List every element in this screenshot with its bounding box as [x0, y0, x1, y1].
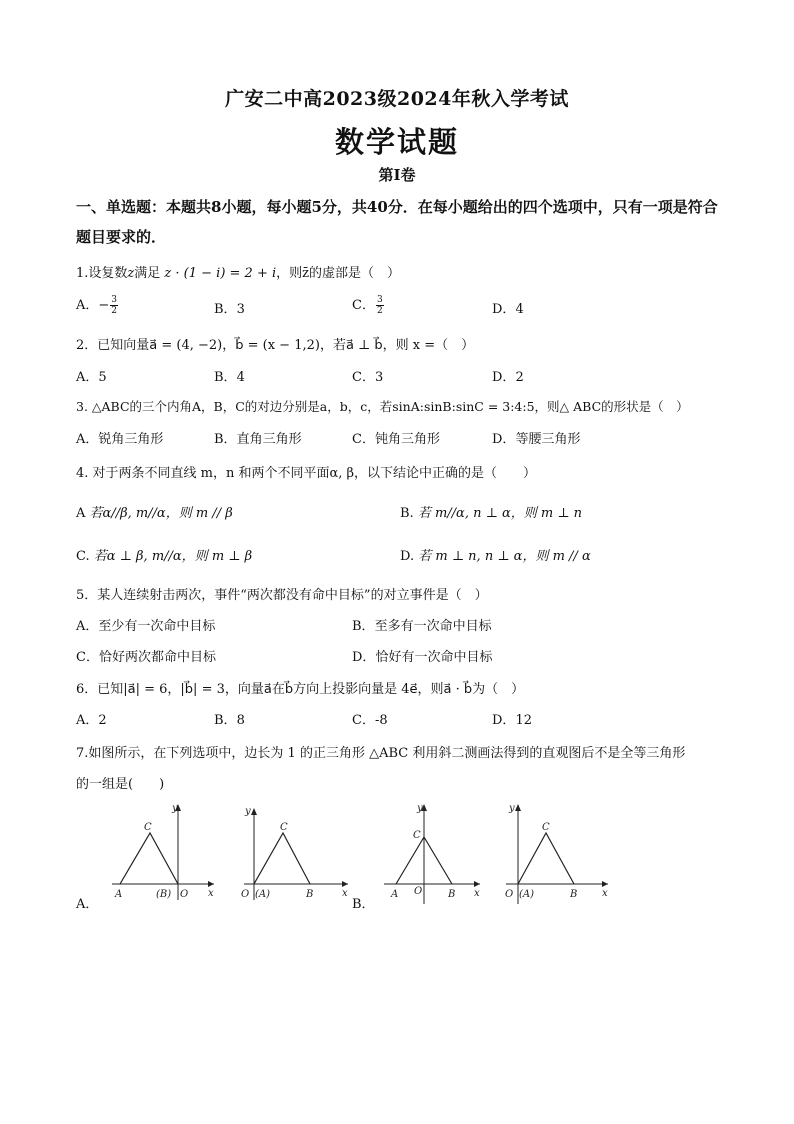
label-o: O — [180, 889, 189, 900]
figure-b-left — [378, 800, 484, 910]
question-5-option-c: C．恰好两次都命中目标 — [76, 650, 216, 665]
figure-b-right — [500, 800, 612, 910]
question-7-option-a-letter: A． — [76, 897, 99, 912]
question-2-option-d: D．2 — [492, 370, 524, 385]
question-4-option-d: D. 若 m ⊥ n, n ⊥ α，则 m // α — [400, 549, 591, 564]
question-2-option-b: B．4 — [214, 370, 245, 385]
section-instructions: 一、单选题：本题共8小题，每小题5分，共40分．在每小题给出的四个选项中，只有一项是符合题目要求的． — [76, 198, 718, 246]
question-6-option-c: C．-8 — [352, 713, 388, 728]
question-6-option-d: D．12 — [492, 713, 532, 728]
triangle — [254, 833, 310, 884]
question-3-option-d: D．等腰三角形 — [492, 432, 581, 447]
question-7-stem-line-1: 7.如图所示，在下列选项中，边长为 1 的正三角形 △ABC 利用斜二测画法得到的直观图后不是全等三角形 — [76, 746, 686, 761]
label-o: O — [414, 886, 423, 897]
question-1-option-b: B．3 — [214, 302, 245, 317]
label-a-paren: (A) — [255, 889, 271, 900]
exam-title: 广安二中高2023级2024年秋入学考试 — [225, 88, 569, 110]
figure-a-left — [106, 800, 218, 904]
question-7-option-b-letter: B． — [352, 897, 375, 912]
question-4-option-a: A 若α//β, m//α，则 m // β — [76, 506, 233, 521]
label-a: A — [391, 889, 399, 900]
fraction: $\frac{3}{2}$ — [111, 295, 118, 316]
question-1-option-a: A．− $\frac{3}{2}$ — [76, 295, 118, 316]
question-3-option-b: B．直角三角形 — [214, 432, 302, 447]
question-1-stem: 1.设复数z满足 z · (1 − i) = 2 + i，则z̄的虚部是（ ） — [76, 266, 400, 281]
question-2-stem: 2．已知向量a⃗ = (4, −2)，b⃗ = (x − 1,2)，若a⃗ ⊥ b⃗，则 x =（ ） — [76, 338, 475, 353]
question-4-option-b: B. 若 m//α, n ⊥ α，则 m ⊥ n — [400, 506, 583, 521]
subject-title: 数学试题 — [334, 125, 459, 159]
question-5-stem: 5．某人连续射击两次，事件“两次都没有命中目标”的对立事件是（ ） — [76, 588, 488, 603]
question-5-option-d: D．恰好有一次命中目标 — [352, 650, 493, 665]
label-c: C — [144, 822, 152, 833]
question-5-option-a: A．至少有一次命中目标 — [76, 619, 216, 634]
label-c: C — [542, 822, 550, 833]
label-y: y — [509, 803, 515, 814]
question-4-option-c: C. 若α ⊥ β, m//α，则 m ⊥ β — [76, 549, 253, 564]
label-o: O — [241, 889, 250, 900]
question-1-option-c: C． $\frac{3}{2}$ — [352, 295, 383, 316]
question-1-option-d: D．4 — [492, 302, 524, 317]
question-6-option-b: B．8 — [214, 713, 245, 728]
label-o: O — [505, 889, 514, 900]
label-a: A — [115, 889, 123, 900]
x-axis-arrow — [602, 881, 608, 887]
question-3-stem: 3. △ABC的三个内角A，B，C的对边分别是a，b，c，若sinA:sinB:sinC = 3:4:5，则△ ABC的形状是（ ） — [76, 399, 689, 414]
question-6-stem: 6．已知|a⃗| = 6，|b⃗| = 3，向量a⃗在b⃗方向上投影向量是 4e⃗，则a⃗ · b⃗为（ ） — [76, 682, 525, 697]
y-axis-arrow — [251, 808, 257, 815]
label-a-paren: (A) — [519, 889, 535, 900]
x-axis-arrow — [474, 881, 480, 887]
question-7-stem-line-2: 的一组是( ) — [76, 777, 165, 792]
triangle — [518, 833, 574, 884]
label-y: y — [245, 806, 251, 817]
y-axis-arrow — [515, 804, 521, 811]
figure-a-right — [236, 800, 352, 904]
label-c: C — [280, 822, 288, 833]
question-3-option-a: A．锐角三角形 — [76, 432, 164, 447]
question-3-option-c: C．钝角三角形 — [352, 432, 440, 447]
question-4-stem: 4. 对于两条不同直线 m，n 和两个不同平面α, β，以下结论中正确的是（ ） — [76, 466, 537, 481]
label-x: x — [342, 888, 348, 899]
label-x: x — [208, 888, 214, 899]
label-b: B — [570, 889, 578, 900]
label-y: y — [417, 803, 423, 814]
question-5-option-b: B．至多有一次命中目标 — [352, 619, 492, 634]
label-b-paren: (B) — [156, 889, 172, 900]
label-y: y — [172, 803, 178, 814]
label-c: C — [413, 830, 421, 841]
x-axis-arrow — [342, 881, 348, 887]
label-x: x — [602, 888, 608, 899]
label-b: B — [306, 889, 314, 900]
question-2-option-a: A．5 — [76, 370, 107, 385]
x-axis-arrow — [208, 881, 214, 887]
question-6-option-a: A．2 — [76, 713, 107, 728]
label-x: x — [474, 888, 480, 899]
label-b: B — [448, 889, 456, 900]
fraction: $\frac{3}{2}$ — [376, 295, 383, 316]
question-2-option-c: C．3 — [352, 370, 384, 385]
volume-label: 第Ⅰ卷 — [378, 166, 416, 184]
triangle — [120, 833, 178, 884]
